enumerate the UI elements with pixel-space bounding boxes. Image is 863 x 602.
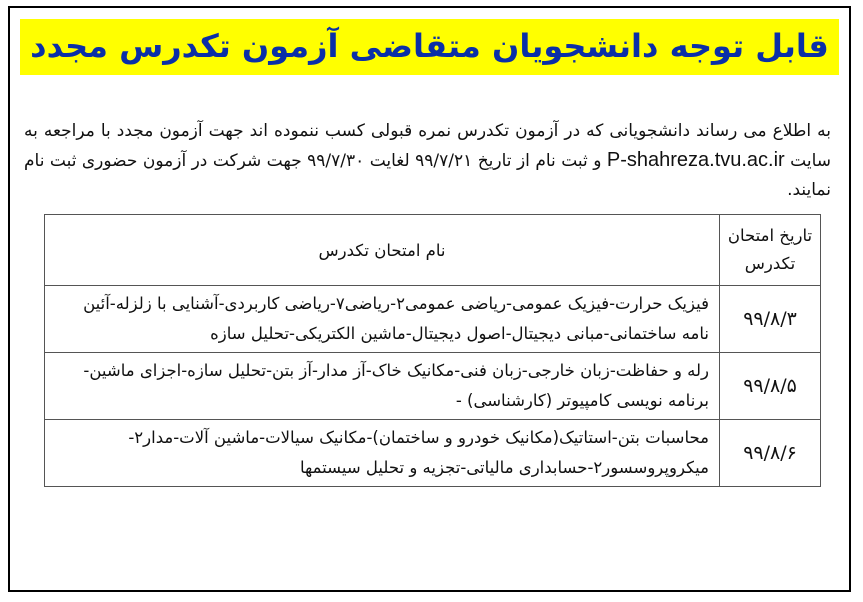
- notice-intro: [24, 117, 831, 205]
- exam-date-cell: ۹۹/۸/۳: [720, 286, 821, 353]
- exam-courses-cell: فیزیک حرارت-فیزیک عمومی-ریاضی عمومی۲-ریاضی۷-ریاضی کاربردی-آشنایی با زلزله-آئین نامه ساختمانی-مبانی دیجیتال-اصول دیجیتال-ماشین الکتریکی-تحلیل سازه: [45, 286, 720, 353]
- header-exam-date: تاریخ امتحان تکدرس: [720, 215, 821, 286]
- notice-title: قابل توجه دانشجویان متقاضی آزمون تکدرس مجدد: [20, 19, 839, 75]
- table-header-row: [45, 215, 821, 286]
- header-exam-name: نام امتحان تکدرس: [45, 215, 720, 286]
- exam-date-cell: ۹۹/۸/۶: [720, 420, 821, 487]
- intro-text-2: و ثبت نام از تاریخ ۹۹/۷/۲۱ لغایت ۹۹/۷/۳۰ جهت شرکت در آزمون حضوری ثبت نام نمایند.: [24, 151, 831, 200]
- notice-frame: [8, 6, 851, 592]
- exam-date-cell: ۹۹/۸/۵: [720, 353, 821, 420]
- intro-text-1: به اطلاع می رساند دانشجویانی که در آزمون تکدرس نمره قبولی کسب ننموده اند جهت آزمون مجدد با مراجعه به سایت: [24, 121, 832, 171]
- exam-courses-cell: محاسبات بتن-استاتیک(مکانیک خودرو و ساختمان)-مکانیک سیالات-ماشین آلات-مدار۲-میکروپروسسور۲-حسابداری مالیاتی-تجزیه و تحلیل سیستمها: [45, 420, 720, 487]
- table-row: [45, 420, 821, 487]
- title-wrap: [10, 19, 849, 75]
- table-row: [45, 353, 821, 420]
- exam-courses-cell: رله و حفاظت-زبان خارجی-زبان فنی-مکانیک خاک-آز مدار-آز بتن-تحلیل سازه-اجزای ماشین- برنامه نویسی کامپیوتر (کارشناسی) -: [45, 353, 720, 420]
- exam-schedule-table: [44, 214, 821, 487]
- website-link[interactable]: P-shahreza.tvu.ac.ir: [606, 149, 785, 171]
- table-row: [45, 286, 821, 353]
